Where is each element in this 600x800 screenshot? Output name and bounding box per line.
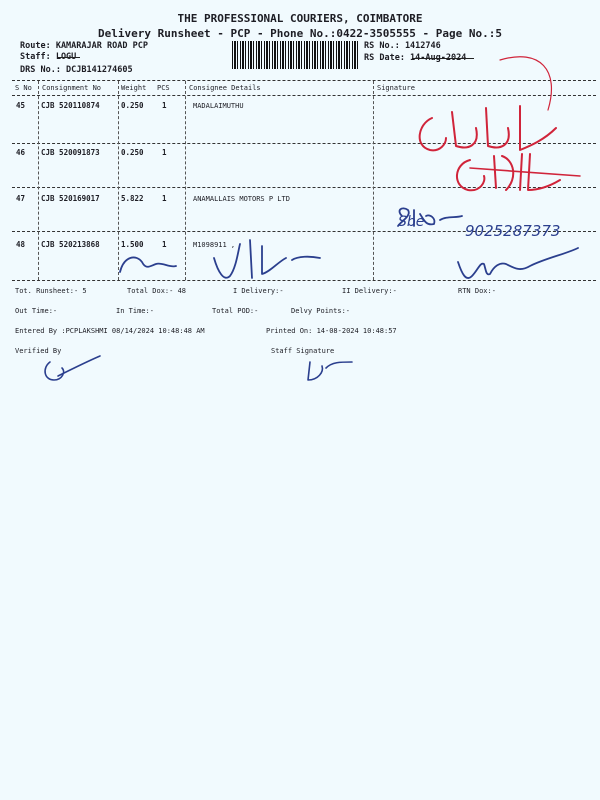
row-sno: 45 <box>16 101 26 110</box>
column-header-weight: Weight <box>121 84 147 92</box>
red-curve <box>500 57 551 110</box>
row-sno: 48 <box>16 240 26 249</box>
row-consignment: CJB 520169017 <box>41 194 100 203</box>
row-sno: 46 <box>16 148 26 157</box>
row-divider <box>12 187 596 188</box>
printed-on: Printed On: 14-08-2024 10:48:57 <box>266 327 397 335</box>
column-divider <box>185 81 186 280</box>
row-pcs: 1 <box>162 194 167 203</box>
column-header-pcs: PCS <box>157 84 170 92</box>
row-weight: 0.250 <box>121 148 144 157</box>
blue-signature <box>45 356 100 380</box>
row-pcs: 1 <box>162 148 167 157</box>
total-dox: Total Dox:- 48 <box>127 287 187 295</box>
rs-number: RS No.: 1412746 <box>364 41 441 51</box>
staff-signature-label: Staff Signature <box>271 347 335 355</box>
row-divider <box>12 143 596 144</box>
handwritten-note: Sbe <box>398 214 425 230</box>
row-pcs: 1 <box>162 101 167 110</box>
row-consignee: MADALAIMUTHU <box>193 102 244 110</box>
tot-runsheet: Tot. Runsheet:- 5 <box>15 287 87 295</box>
column-divider <box>38 81 39 280</box>
row-consignment: CJB 520091873 <box>41 148 100 157</box>
page-title: THE PROFESSIONAL COURIERS, COIMBATORE <box>177 12 423 25</box>
row-pcs: 1 <box>162 240 167 249</box>
drs-number: DRS No.: DCJB141274605 <box>20 65 133 75</box>
table-bottom-rule <box>12 280 596 281</box>
row-consignee: ANAMALLAIS MOTORS P LTD <box>193 195 290 203</box>
route-label: Route: KAMARAJAR ROAD PCP <box>20 41 148 51</box>
column-header-sno: S No <box>15 84 32 92</box>
row-weight: 0.250 <box>121 101 144 110</box>
ii-delivery: II Delivery:- <box>342 287 397 295</box>
entered-by: Entered By :PCPLAKSHMI 08/14/2024 10:48:48 AM <box>15 327 205 335</box>
i-delivery: I Delivery:- <box>233 287 284 295</box>
column-header-consignee: Consignee Details <box>189 84 261 92</box>
blue-signature <box>308 362 352 380</box>
delvy-points: Delvy Points:- <box>291 307 351 315</box>
table-header-rule <box>12 95 596 96</box>
red-signature <box>470 168 580 176</box>
verified-by-label: Verified By <box>15 347 62 355</box>
row-consignment: CJB 520110874 <box>41 101 100 110</box>
out-time: Out Time:- <box>15 307 58 315</box>
red-signature <box>457 154 560 190</box>
in-time: In Time:- <box>116 307 154 315</box>
staff-label: Staff: LOGU <box>20 52 77 62</box>
row-sno: 47 <box>16 194 26 203</box>
row-divider <box>12 231 596 232</box>
column-header-consignment: Consignment No <box>42 84 102 92</box>
runsheet-subtitle: Delivery Runsheet - PCP - Phone No.:0422-3505555 - Page No.:5 <box>98 27 502 40</box>
strike-mark <box>58 57 80 58</box>
column-header-signature: Signature <box>377 84 415 92</box>
blue-signature <box>398 208 462 226</box>
rs-date: RS Date: 14-Aug-2024 <box>364 53 467 63</box>
rtn-dox: RTN Dox:- <box>458 287 496 295</box>
barcode <box>232 41 358 69</box>
table-top-rule <box>12 80 596 81</box>
total-pod: Total POD:- <box>212 307 259 315</box>
row-consignment: CJB 520213868 <box>41 240 100 249</box>
column-divider <box>118 81 119 280</box>
blue-signature <box>120 257 176 272</box>
strike-mark <box>412 58 474 59</box>
row-weight: 1.500 <box>121 240 144 249</box>
column-divider <box>373 81 374 280</box>
row-weight: 5.822 <box>121 194 144 203</box>
blue-signature <box>458 248 578 278</box>
handwritten-phone: 9025287373 <box>465 222 561 240</box>
row-consignee: M1098911 , <box>193 241 236 249</box>
